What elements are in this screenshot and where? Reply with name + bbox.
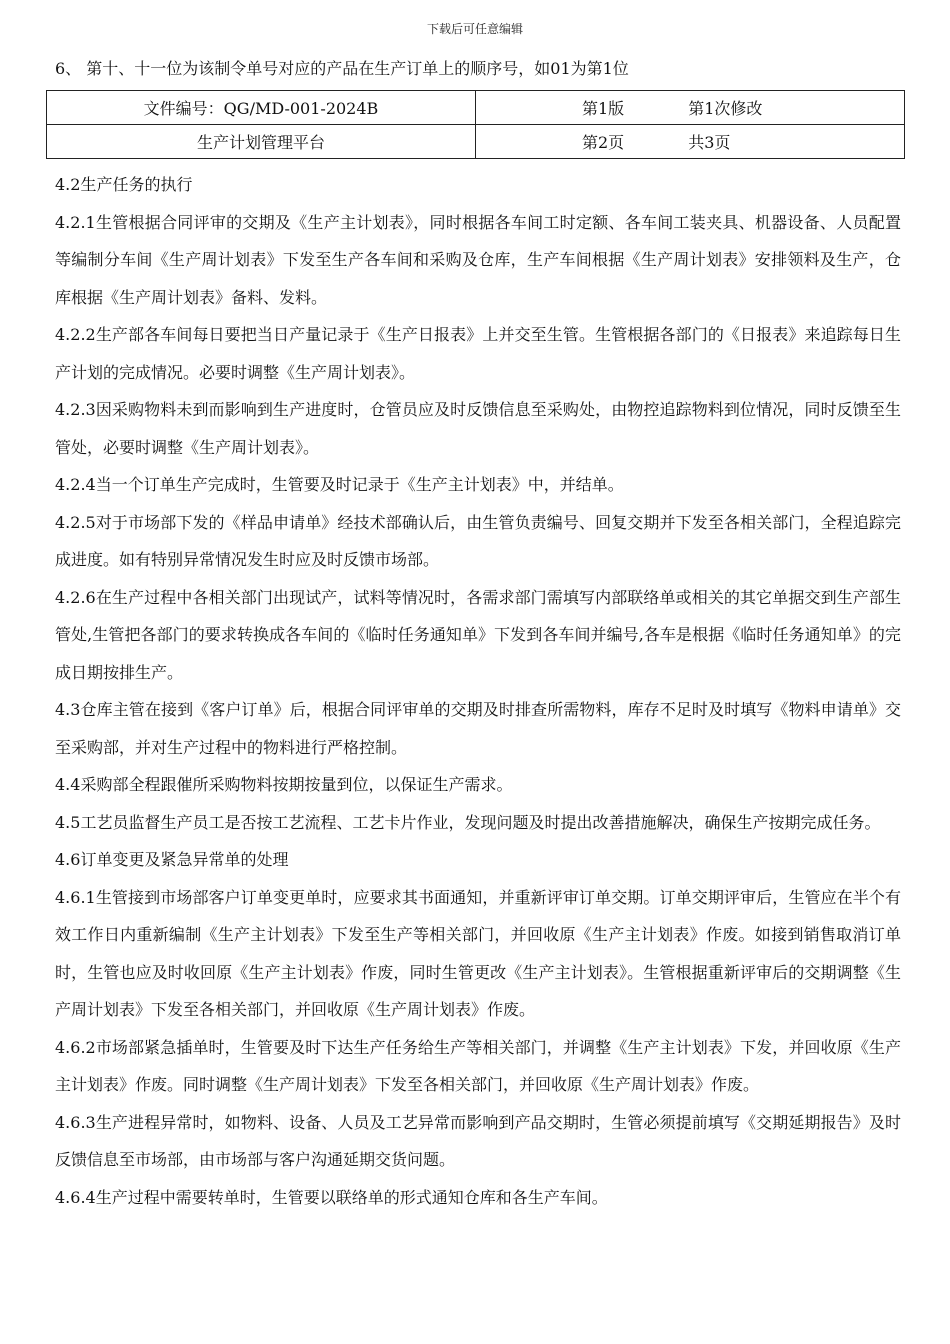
paragraph: 4.2.4当一个订单生产完成时，生管要及时记录于《生产主计划表》中，并结单。 — [55, 475, 624, 494]
platform-cell: 生产计划管理平台 — [47, 125, 476, 159]
paragraph: 4.2.1生管根据合同评审的交期及《生产主计划表》，同时根据各车间工时定额、各车间工装夹具、机器设备、人员配置等编制分车间《生产周计划表》下发至生产各车间和采购及仓库，生产车间根据《生产周计划表》安排领料及生产，仓库根据《生产周计划表》备料、发料。 — [55, 212, 901, 307]
download-note: 下载后可任意编辑 — [426, 22, 523, 36]
intro-line: 6、 第十、十一位为该制令单号对应的产品在生产订单上的顺序号，如01为第1位 — [55, 59, 629, 78]
section-heading: 4.2生产任务的执行 — [55, 175, 193, 194]
document-info-table — [46, 90, 905, 159]
page-cell — [476, 125, 905, 159]
total-pages-text: 共3页 — [688, 133, 731, 152]
paragraph: 4.2.5对于市场部下发的《样品申请单》经技术部确认后，由生管负责编号、回复交期并下发至各相关部门，全程追踪完成进度。如有特别异常情况发生时应及时反馈市场部。 — [55, 512, 901, 569]
paragraph: 4.2.6在生产过程中各相关部门出现试产，试料等情况时，各需求部门需填写内部联络单或相关的其它单据交到生产部生管处,生管把各部门的要求转换成各车间的《临时任务通知单》下发到各车间并编号,各车是根据《临时任务通知单》的完成日期按排生产。 — [55, 587, 901, 682]
paragraph: 4.2.2生产部各车间每日要把当日产量记录于《生产日报表》上并交至生管。生管根据各部门的《日报表》来追踪每日生产计划的完成情况。必要时调整《生产周计划表》。 — [55, 325, 901, 382]
page-number-text: 第2页 — [582, 133, 625, 152]
edition-cell — [476, 91, 905, 125]
table-row — [47, 91, 905, 125]
paragraph: 4.2.3因采购物料未到而影响到生产进度时，仓管员应及时反馈信息至采购处，由物控追踪物料到位情况，同时反馈至生管处，必要时调整《生产周计划表》。 — [55, 400, 901, 457]
paragraph: 4.4采购部全程跟催所采购物料按期按量到位，以保证生产需求。 — [55, 775, 513, 794]
paragraph: 4.6.4生产过程中需要转单时，生管要以联络单的形式通知仓库和各生产车间。 — [55, 1187, 608, 1207]
paragraph: 4.5工艺员监督生产员工是否按工艺流程、工艺卡片作业，发现问题及时提出改善措施解决，确保生产按期完成任务。 — [55, 812, 881, 832]
paragraph: 4.3仓库主管在接到《客户订单》后，根据合同评审单的交期及时排查所需物料，库存不足时及时填写《物料申请单》交至采购部，并对生产过程中的物料进行严格控制。 — [55, 700, 901, 757]
paragraph: 4.6.2市场部紧急插单时，生管要及时下达生产任务给生产等相关部门，并调整《生产主计划表》下发，并回收原《生产主计划表》作废。同时调整《生产周计划表》下发至各相关部门，并回收原《生产周计划表》作废。 — [55, 1037, 901, 1094]
section-heading: 4.6订单变更及紧急异常单的处理 — [55, 850, 289, 869]
edition-text: 第1版 — [582, 99, 625, 118]
paragraph: 4.6.3生产进程异常时，如物料、设备、人员及工艺异常而影响到产品交期时，生管必须提前填写《交期延期报告》及时反馈信息至市场部，由市场部与客户沟通延期交货问题。 — [55, 1112, 901, 1169]
paragraph: 4.6.1生管接到市场部客户订单变更单时，应要求其书面通知，并重新评审订单交期。订单交期评审后，生管应在半个有效工作日内重新编制《生产主计划表》下发至生产等相关部门，并回收原《生产主计划表》作废。如接到销售取消订单时，生管也应及时收回原《生产主计划表》作废，同时生管更改《生产主计划表》。生管根据重新评审后的交期调整《生产周计划表》下发至各相关部门，并回收原《生产周计划表》作废。 — [55, 887, 901, 1019]
document-body — [55, 166, 901, 1216]
table-row — [47, 125, 905, 159]
revision-text: 第1次修改 — [688, 99, 763, 118]
file-number-cell: 文件编号：QG/MD-001-2024B — [47, 91, 476, 125]
